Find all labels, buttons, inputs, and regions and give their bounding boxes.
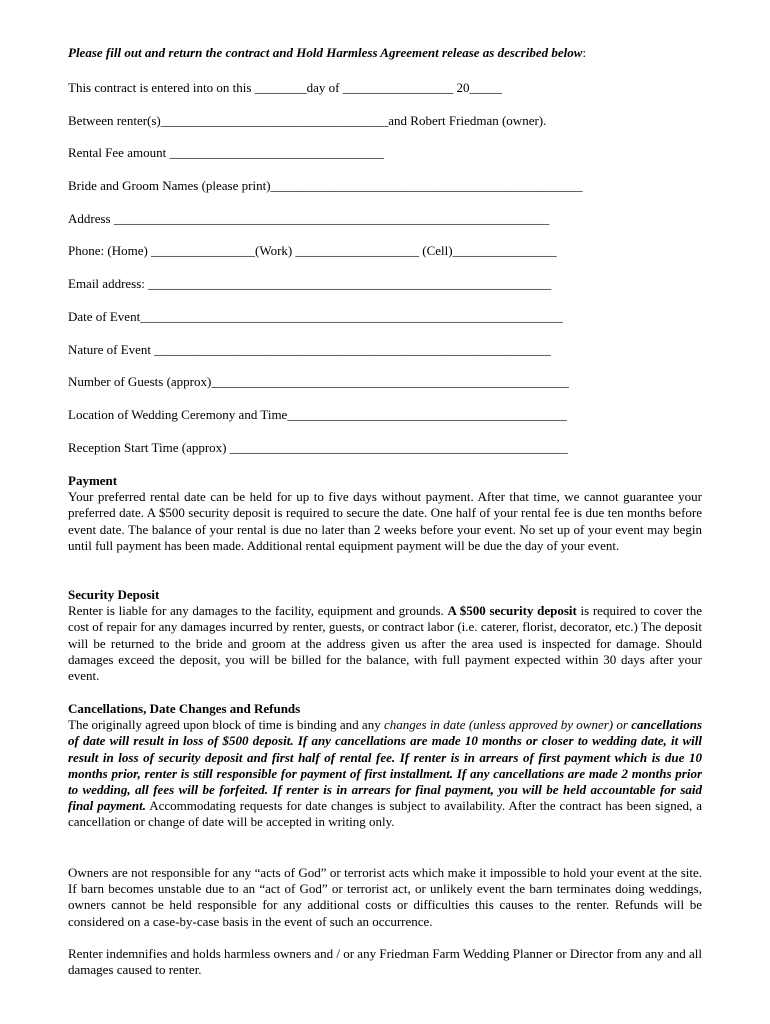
number-of-guests-field[interactable]: Number of Guests (approx)_______________________________________________________ bbox=[68, 374, 569, 389]
security-text-1: Renter is liable for any damages to the facility, equipment and grounds. bbox=[68, 603, 448, 619]
phone-field[interactable]: Phone: (Home) ________________(Work) ___________________ (Cell)________________ bbox=[68, 243, 557, 258]
indemnity-body: Renter indemnifies and holds harmless owners and / or any Friedman Farm Wedding Planner or Director from any and all damages caused to renter. bbox=[68, 946, 702, 978]
instructions-colon: : bbox=[582, 45, 587, 60]
security-deposit-body bbox=[68, 603, 702, 684]
payment-body: Your preferred rental date can be held for up to five days without payment. After that time, we cannot guarantee your preferred date. A $500 security deposit is required to secure the date. One half of your rental fee is due ten months before event date. The balance of your rental is due no later than 2 weeks before your event. No set up of your event may begin until full payment has been made. Additional rental equipment payment will be due the day of your event. bbox=[68, 489, 702, 553]
cancellations-text-2: Accommodating requests for date changes is subject to availability. After the contract has been signed, a cancellation or change of date will be accepted in writing only. bbox=[68, 798, 702, 830]
payment-section bbox=[68, 473, 702, 554]
security-deposit-heading: Security Deposit bbox=[68, 587, 160, 602]
security-text-2: is required to cover the cost of repair for any damages incurred by renter, guests, or contract labor (i.e. caterer, florist, decorator, etc.) The deposit will be returned to the bride and groom at the address given us after the area used is inspected for damage. Should damages exceed the deposit, you will be billed for the balance, with full payment expected within 30 days after your event. bbox=[68, 603, 702, 684]
acts-of-god-body: Owners are not responsible for any “acts of God” or terrorist acts which make it impossible to hold your event at the site. If barn becomes unstable due to an “act of God” or terrorist act, or unlikely event the barn terminates doing weddings, owners cannot be held responsible for any additional costs or difficulties this causes to the renter. Refunds will be considered on a case-by-case basis in the event of such an occurrence. bbox=[68, 865, 702, 929]
payment-heading: Payment bbox=[68, 473, 118, 488]
contract-date-field[interactable]: This contract is entered into on this ________day of _________________ 20_____ bbox=[68, 80, 503, 95]
acts-of-god-section bbox=[68, 865, 702, 930]
cancellations-body bbox=[68, 717, 702, 830]
rental-fee-field[interactable]: Rental Fee amount _________________________________ bbox=[68, 145, 384, 160]
email-field[interactable]: Email address: ______________________________________________________________ bbox=[68, 276, 552, 291]
cancellations-heading: Cancellations, Date Changes and Refunds bbox=[68, 701, 301, 716]
instructions-text: Please fill out and return the contract and Hold Harmless Agreement release as described below bbox=[68, 45, 583, 60]
indemnity-section bbox=[68, 946, 702, 978]
cancellations-section bbox=[68, 701, 702, 831]
nature-of-event-field[interactable]: Nature of Event _____________________________________________________________ bbox=[68, 342, 551, 357]
cancellations-text-1: The originally agreed upon block of time is binding and any bbox=[68, 717, 384, 733]
instructions-heading bbox=[68, 45, 586, 61]
security-deposit-amount: A $500 security deposit bbox=[447, 603, 577, 619]
reception-time-field[interactable]: Reception Start Time (approx) ____________________________________________________ bbox=[68, 440, 568, 455]
ceremony-location-field[interactable]: Location of Wedding Ceremony and Time___________________________________________ bbox=[68, 407, 567, 422]
security-deposit-section bbox=[68, 587, 702, 684]
cancellations-bold-italic: cancellations of date will result in loss of $500 deposit. If any cancellations are made 10 months or closer to wedding date, it will result in loss of security deposit and first half of rental fee. If renter is in arrears of first payment which is due 10 months prior, renter is still responsible for payment of first installment. If any cancellations are made 2 months prior to wedding, all fees will be forfeited. If renter is in arrears for final payment, you will be held accountable for said final payment. bbox=[68, 717, 703, 814]
date-of-event-field[interactable]: Date of Event_________________________________________________________________ bbox=[68, 309, 563, 324]
address-field[interactable]: Address ___________________________________________________________________ bbox=[68, 211, 550, 226]
bride-groom-names-field[interactable]: Bride and Groom Names (please print)________________________________________________ bbox=[68, 178, 583, 193]
cancellations-italic: changes in date (unless approved by owner) or bbox=[383, 717, 628, 733]
renters-field[interactable]: Between renter(s)___________________________________and Robert Friedman (owner). bbox=[68, 113, 547, 128]
